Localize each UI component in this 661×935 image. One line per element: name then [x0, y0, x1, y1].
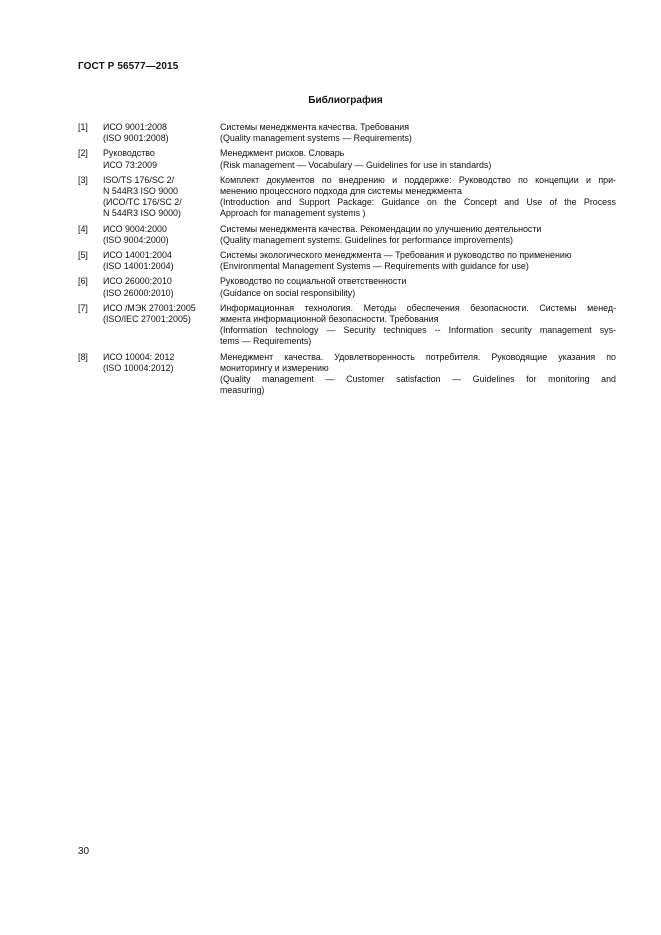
description-line: (Environmental Management Systems — Requirements with guidance for use) [220, 261, 529, 272]
description-line: (Quality management systems. Guidelines for performance improvements) [220, 234, 513, 245]
description-line: Approach for management systems ) [220, 208, 366, 219]
entry-description [220, 303, 616, 348]
entry-number: [2] [78, 148, 88, 159]
entry-number: [7] [78, 302, 88, 313]
description-line: measuring) [220, 385, 265, 396]
reference-line: (ISO 14001:2004) [103, 261, 174, 272]
standard-code: ГОСТ Р 56577—2015 [78, 61, 179, 72]
reference-line: ИСО 14001:2004 [103, 250, 172, 261]
entry-reference [103, 250, 220, 272]
description-line: Менеджмент качества. Удовлетворенность потребителя. Руководящие указания по [220, 351, 616, 362]
bibliography-entry [78, 276, 618, 298]
reference-line: (ISO 9004:2000) [103, 234, 169, 245]
reference-line: ИСО 9004:2000 [103, 223, 167, 234]
entry-number: [1] [78, 122, 88, 132]
reference-line: ИСО 26000:2010 [103, 276, 172, 287]
description-line: жмента информационной безопасности. Требования [220, 314, 439, 325]
entry-reference [103, 276, 220, 298]
reference-line: ISO/TS 176/SC 2/ [103, 174, 175, 185]
entry-number: [8] [78, 351, 88, 362]
reference-line: (ISO 26000:2010) [103, 287, 174, 298]
entry-number: [5] [78, 250, 88, 261]
entry-number: [4] [78, 223, 88, 234]
bibliography-entry [78, 224, 618, 246]
description-line: мониторингу и измерению [220, 362, 329, 373]
reference-line: ИСО 73:2009 [103, 159, 158, 170]
page-number: 30 [78, 846, 90, 857]
reference-line: (ISO/IEC 27001:2005) [103, 314, 191, 325]
bibliography-title: Библиография [308, 95, 383, 106]
entry-description [220, 224, 616, 246]
entry-description [220, 250, 616, 272]
reference-line: ИСО /МЭК 27001:2005 [103, 302, 196, 313]
description-line: (Introduction and Support Package: Guidance on the Concept and Use of the Process [220, 197, 616, 208]
reference-line: (ISO 10004:2012) [103, 362, 174, 373]
description-line: Комплект документов по внедрению и поддержке: Руководство по концепции и при- [220, 174, 616, 185]
description-line: менению процессного подхода для системы менеджмента [220, 186, 462, 197]
description-line: Информационная технология. Методы обеспечения безопасности. Системы менед- [220, 302, 616, 313]
reference-line: Руководство [103, 148, 155, 159]
bibliography-entry [78, 352, 618, 397]
reference-line: N 544R3 ISO 9000 [103, 186, 178, 197]
reference-line: ИСО 10004: 2012 [103, 351, 175, 362]
description-line: Системы менеджмента качества. Требования [220, 122, 410, 132]
bibliography-entry [78, 303, 618, 348]
entry-description [220, 276, 616, 298]
entry-reference [103, 303, 220, 325]
description-line: (Risk management — Vocabulary — Guidelines for use in standards) [220, 159, 492, 170]
description-line: (Quality management systems — Requirements) [220, 133, 412, 144]
description-line: Системы менеджмента качества. Рекомендации по улучшению деятельности [220, 223, 542, 234]
entry-reference [103, 352, 220, 374]
description-line: Руководство по социальной ответственности [220, 276, 407, 287]
description-line: tems — Requirements) [220, 336, 312, 347]
entry-description [220, 122, 616, 144]
description-line: (Quality management — Customer satisfaction — Guidelines for monitoring and [220, 374, 616, 385]
reference-line: N 544R3 ISO 9000) [103, 208, 181, 219]
bibliography-entry [78, 250, 618, 272]
description-line: (Guidance on social responsibility) [220, 287, 356, 298]
entry-reference [103, 148, 220, 170]
reference-line: ИСО 9001:2008 [103, 122, 167, 132]
description-line: (Information technology — Security techniques -- Information security management sys- [220, 325, 616, 336]
entry-reference [103, 224, 220, 246]
description-line: Менеджмент рисков. Словарь [220, 148, 345, 159]
reference-line: (ISO 9001:2008) [103, 133, 169, 144]
bibliography-entry [78, 148, 618, 170]
bibliography-entry [78, 175, 618, 220]
entry-description [220, 352, 616, 397]
entry-description [220, 175, 616, 220]
description-line: Системы экологического менеджмента — Требования и руководство по применению [220, 250, 572, 261]
bibliography-entry [78, 122, 618, 144]
entry-reference [103, 122, 220, 144]
entry-number: [6] [78, 276, 88, 287]
bibliography-list [78, 122, 618, 400]
entry-description [220, 148, 616, 170]
entry-reference [103, 175, 220, 220]
reference-line: (ИСО/ТС 176/SC 2/ [103, 197, 182, 208]
entry-number: [3] [78, 174, 88, 185]
